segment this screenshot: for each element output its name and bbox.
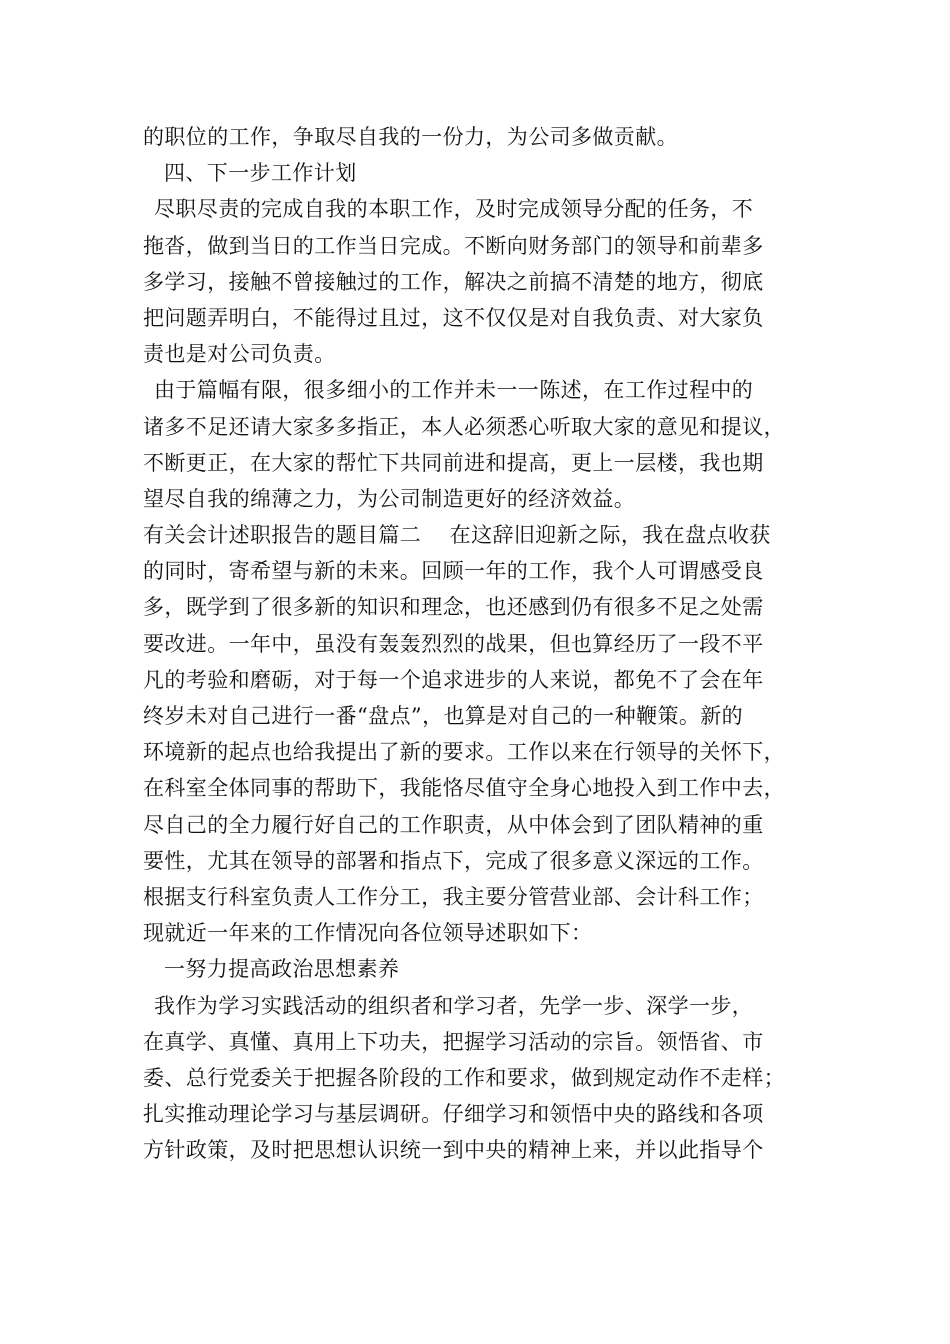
text-line: 有关会计述职报告的题目篇二 在这辞旧迎新之际，我在盘点收获 bbox=[143, 523, 771, 548]
text-line: 望尽自我的绵薄之力，为公司制造更好的经济效益。 bbox=[143, 486, 636, 511]
text-line: 拖沓，做到当日的工作当日完成。不断向财务部门的领导和前辈多 bbox=[143, 233, 764, 258]
text-line: 责也是对公司负责。 bbox=[143, 342, 336, 367]
text-line: 在科室全体同事的帮助下，我能恪尽值守全身心地投入到工作中去， bbox=[143, 776, 785, 801]
text-line: 由于篇幅有限，很多细小的工作并未一一陈述，在工作过程中的 bbox=[154, 378, 754, 403]
text-line: 多，既学到了很多新的知识和理念，也还感到仍有很多不足之处需 bbox=[143, 595, 764, 620]
text-line: 一努力提高政治思想素养 bbox=[164, 957, 400, 982]
text-line: 凡的考验和磨砺，对于每一个追求进步的人来说，都免不了会在年 bbox=[143, 667, 764, 692]
text-line: 要性，尤其在领导的部署和指点下，完成了很多意义深远的工作。 bbox=[143, 848, 764, 873]
text-line: 的职位的工作，争取尽自我的一份力，为公司多做贡献。 bbox=[143, 125, 678, 149]
text-line: 要改进。一年中，虽没有轰轰烈烈的战果，但也算经历了一段不平 bbox=[143, 631, 764, 656]
text-line: 根据支行科室负责人工作分工，我主要分管营业部、会计科工作； bbox=[143, 884, 764, 909]
text-line: 不断更正，在大家的帮忙下共同前进和提高，更上一层楼，我也期 bbox=[143, 450, 764, 475]
text-line: 委、总行党委关于把握各阶段的工作和要求，做到规定动作不走样； bbox=[143, 1065, 785, 1090]
text-line: 终岁未对自己进行一番“盘点”，也算是对自己的一种鞭策。新的 bbox=[143, 704, 744, 728]
text-line: 的同时，寄希望与新的未来。回顾一年的工作，我个人可谓感受良 bbox=[143, 559, 764, 584]
text-line: 在真学、真懂、真用上下功夫，把握学习活动的宗旨。领悟省、市 bbox=[143, 1029, 764, 1054]
text-line: 我作为学习实践活动的组织者和学习者，先学一步、深学一步， bbox=[154, 993, 754, 1018]
text-line: 尽职尽责的完成自我的本职工作，及时完成领导分配的任务，不 bbox=[154, 197, 754, 222]
text-line: 扎实推动理论学习与基层调研。仔细学习和领悟中央的路线和各项 bbox=[143, 1102, 764, 1127]
document-body bbox=[143, 119, 808, 1168]
text-line: 四、下一步工作计划 bbox=[164, 161, 357, 186]
text-line: 方针政策，及时把思想认识统一到中央的精神上来，并以此指导个 bbox=[143, 1138, 764, 1163]
text-line: 多学习，接触不曾接触过的工作，解决之前搞不清楚的地方，彻底 bbox=[143, 269, 764, 294]
text-line: 诸多不足还请大家多多指正，本人必须悉心听取大家的意见和提议， bbox=[143, 414, 785, 439]
text-line: 环境新的起点也给我提出了新的要求。工作以来在行领导的关怀下， bbox=[143, 740, 785, 765]
text-line: 尽自己的全力履行好自己的工作职责，从中体会到了团队精神的重 bbox=[143, 812, 764, 837]
text-line: 现就近一年来的工作情况向各位领导述职如下： bbox=[143, 921, 593, 946]
text-line: 把问题弄明白，不能得过且过，这不仅仅是对自我负责、对大家负 bbox=[143, 305, 764, 330]
